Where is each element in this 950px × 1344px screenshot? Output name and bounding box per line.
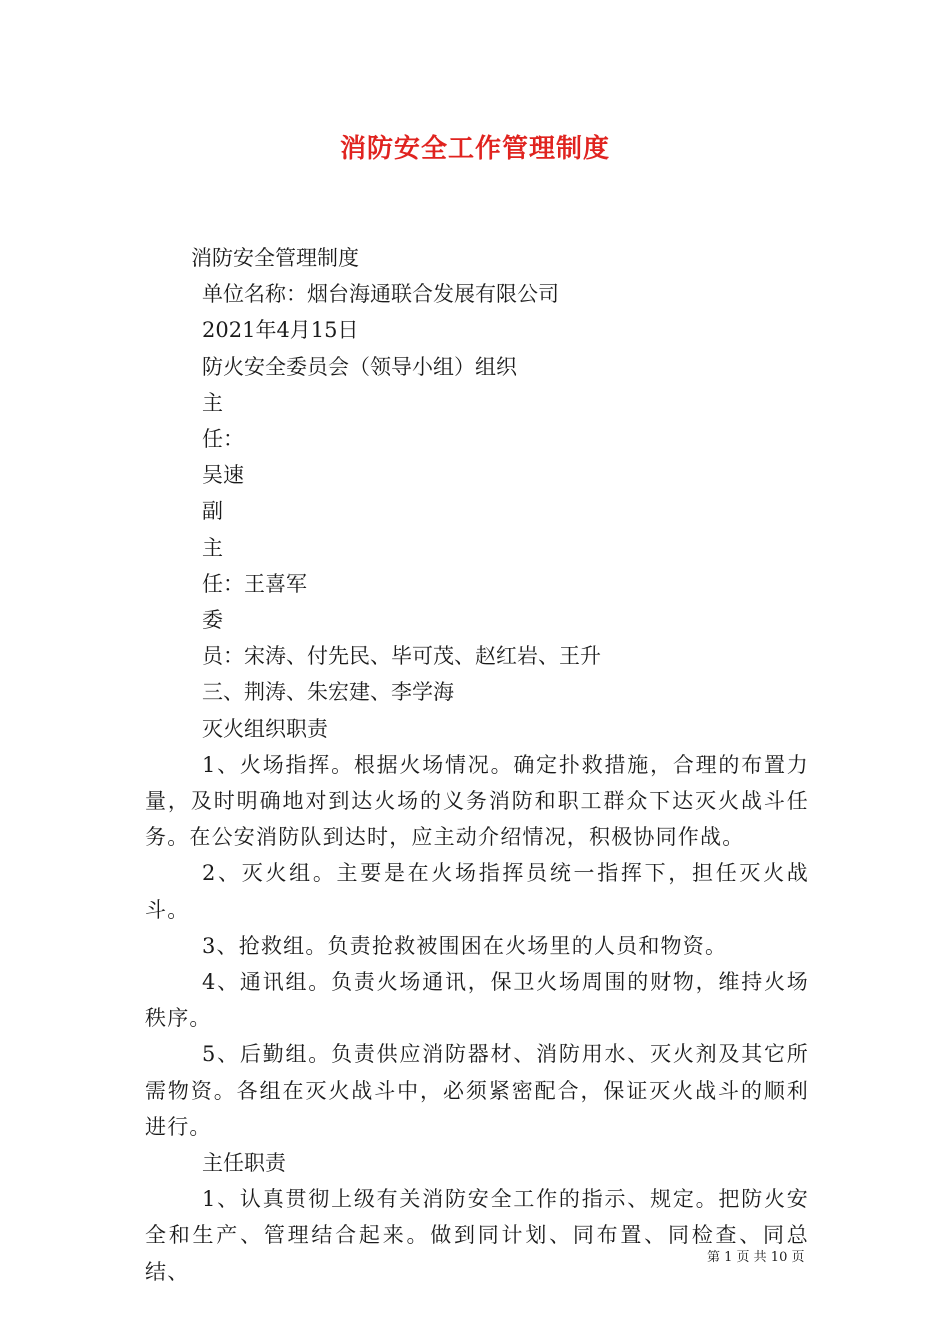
member-line: 三、荆涛、朱宏建、李学海: [202, 680, 454, 705]
duty-paragraph: 2、灭火组。主要是在火场指挥员统一指挥下，担任灭火战斗。: [145, 861, 809, 922]
org-heading: 防火安全委员会（领导小组）组织: [202, 354, 517, 379]
member-line: 主: [202, 535, 223, 560]
duty-paragraph: 4、通讯组。负责火场通讯，保卫火场周围的财物，维持火场秩序。: [145, 970, 809, 1031]
member-line: 主: [202, 390, 223, 415]
duty-paragraph: 1、火场指挥。根据火场情况。确定扑救措施，合理的布置力量，及时明确地对到达火场的义务消防和职工群众下达灭火战斗任务。在公安消防队到达时，应主动介绍情况，积极协同作战。: [145, 752, 809, 850]
member-line: 副: [202, 499, 223, 524]
document-title: 消防安全工作管理制度: [339, 134, 610, 164]
member-line: 委: [202, 608, 223, 633]
duty-paragraph: 3、抢救组。负责抢救被围困在火场里的人员和物资。: [202, 933, 728, 958]
unit-line: 单位名称：烟台海通联合发展有限公司: [202, 282, 559, 307]
date-line: 2021年4月15日: [202, 318, 359, 343]
director-duty-paragraph: 1、认真贯彻上级有关消防安全工作的指示、规定。把防火安全和生产、管理结合起来。做到同计划、同布置、同检查、同总结、: [145, 1187, 809, 1284]
member-line: 任：: [202, 427, 244, 452]
member-line: 员：宋涛、付先民、毕可茂、赵红岩、王升: [202, 644, 601, 669]
member-line: 吴速: [202, 463, 244, 488]
member-line: 任：王喜军: [202, 571, 307, 596]
page-number: 第 1 页 共 10 页: [707, 1250, 805, 1265]
section-heading: 灭火组织职责: [202, 716, 328, 741]
document-body: [145, 240, 809, 1290]
section-heading: 主任职责: [202, 1151, 286, 1176]
header-line: 消防安全管理制度: [191, 246, 359, 270]
duty-paragraph: 5、后勤组。负责供应消防器材、消防用水、灭火剂及其它所需物资。各组在灭火战斗中，必须紧密配合，保证灭火战斗的顺利进行。: [145, 1042, 809, 1139]
